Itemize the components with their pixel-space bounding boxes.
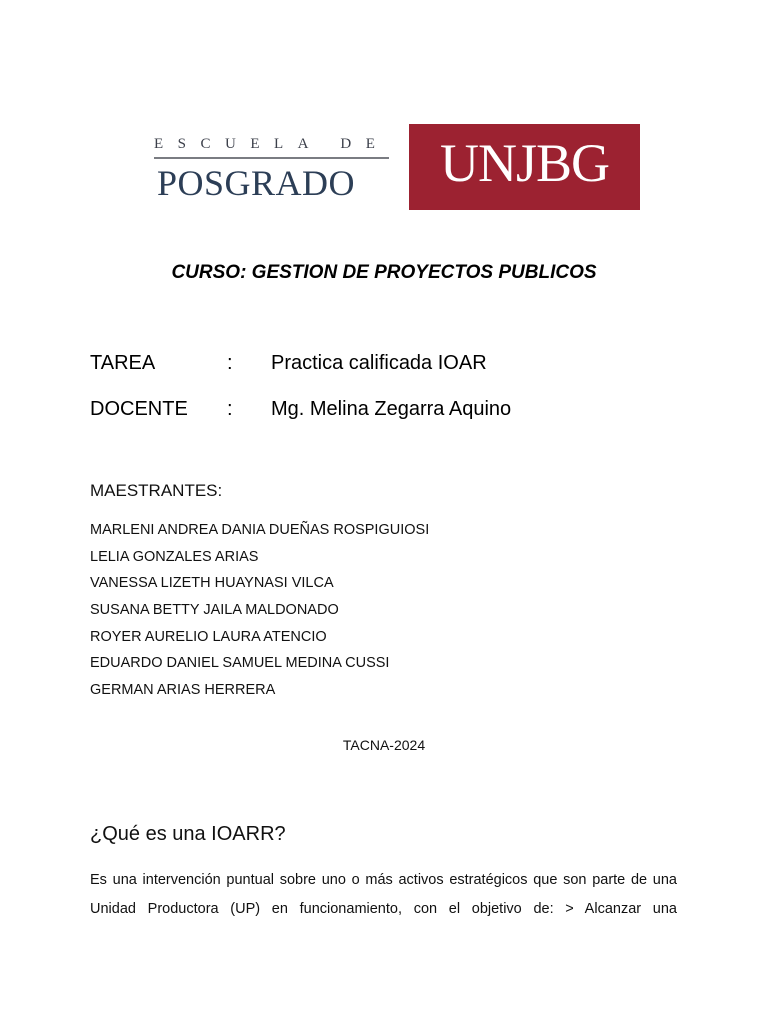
list-item: ROYER AURELIO LAURA ATENCIO	[90, 628, 327, 645]
field-separator: :	[227, 352, 233, 374]
university-logo	[128, 124, 640, 210]
section-paragraph: Es una intervención puntual sobre uno o más activos estratégicos que son parte de una Unidad Productora (UP) en funcionamiento, con el objetivo de: > Alcanzar una	[90, 872, 677, 917]
posgrado-logo	[128, 124, 408, 210]
list-item: GERMAN ARIAS HERRERA	[90, 682, 276, 699]
list-item: EDUARDO DANIEL SAMUEL MEDINA CUSSI	[90, 655, 390, 672]
logo-rule	[154, 157, 389, 159]
field-value: Practica calificada IOAR	[271, 352, 487, 374]
list-item: MARLENI ANDREA DANIA DUEÑAS ROSPIGUIOSI	[90, 522, 430, 538]
unjbg-logo	[409, 124, 640, 210]
list-item: VANESSA LIZETH HUAYNASI VILCA	[90, 575, 334, 592]
field-separator: :	[227, 398, 233, 420]
logo-escuela-text: ESCUELA DE	[154, 136, 390, 152]
field-value: Mg. Melina Zegarra Aquino	[271, 398, 512, 420]
list-item: SUSANA BETTY JAILA MALDONADO	[90, 602, 339, 619]
student-list	[90, 520, 429, 707]
course-title: CURSO: GESTION DE PROYECTOS PUBLICOS	[171, 262, 597, 283]
logo-posgrado-text: POSGRADO	[157, 163, 356, 203]
field-label: DOCENTE	[90, 398, 188, 420]
maestrantes-heading: MAESTRANTES:	[90, 481, 223, 500]
logo-unjbg-text: UNJBG	[439, 133, 610, 193]
city-year: TACNA-2024	[342, 737, 426, 753]
field-label: TAREA	[90, 352, 156, 374]
section-heading: ¿Qué es una IOARR?	[90, 823, 286, 845]
list-item: LELIA GONZALES ARIAS	[90, 548, 259, 565]
